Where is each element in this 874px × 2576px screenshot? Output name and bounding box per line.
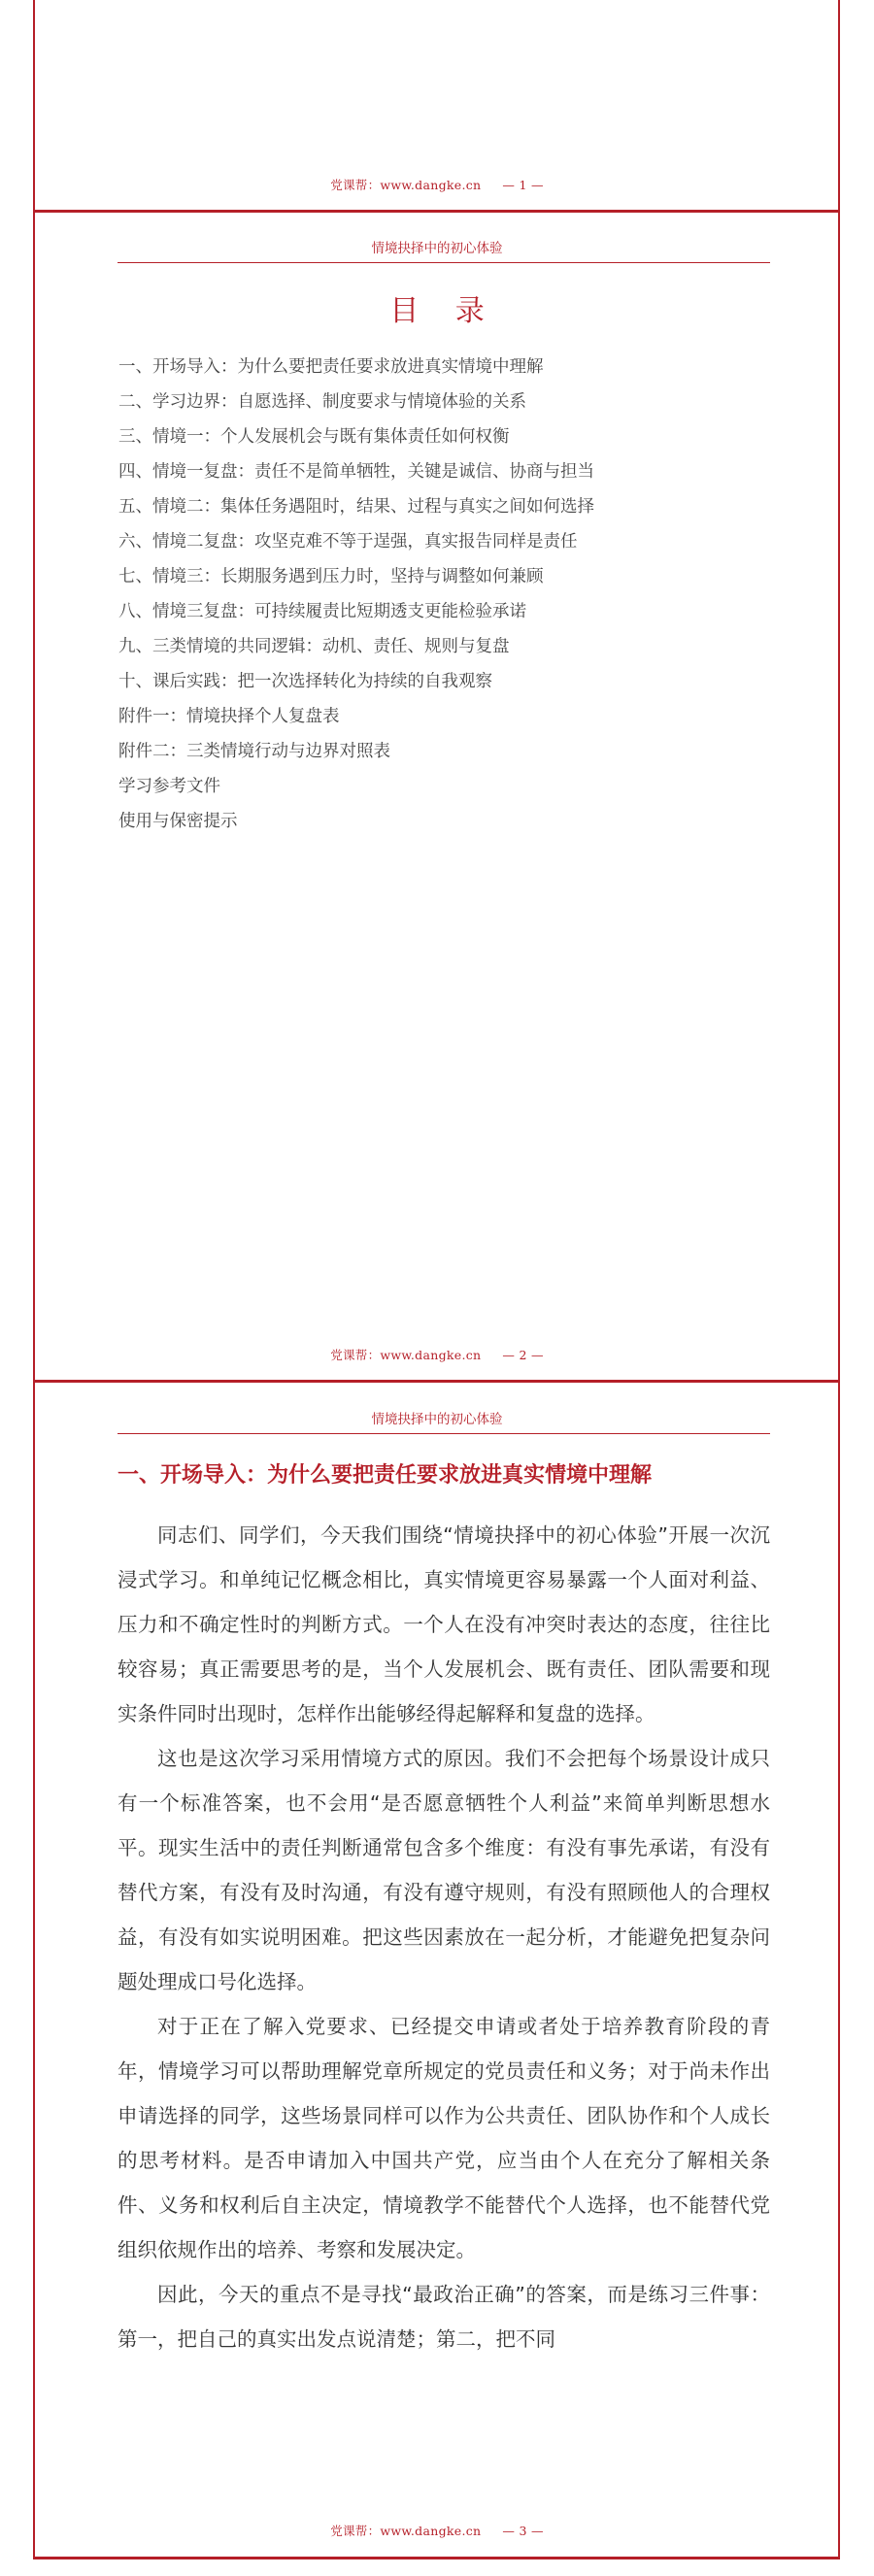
page-number: — 1 — xyxy=(502,178,544,192)
body-paragraph: 同志们、同学们，今天我们围绕“情境抉择中的初心体验”开展一次沉浸式学习。和单纯记忆概念相比，真实情境更容易暴露一个人面对利益、压力和不确定性时的判断方式。一个人在没有冲突时表达的态度，往往比较容易；真正需要思考的是，当个人发展机会、既有责任、团队需要和现实条件同时出现时，怎样作出能够经得起解释和复盘的选择。 xyxy=(118,1523,770,1725)
body-paragraph: 因此，今天的重点不是寻找“最政治正确”的答案，而是练习三件事：第一，把自己的真实出发点说清楚；第二，把不同 xyxy=(118,2283,770,2351)
footer-site: 党课帮：www.dangke.cn xyxy=(330,2524,482,2538)
toc-item[interactable]: 九、三类情境的共同逻辑：动机、责任、规则与复盘 xyxy=(118,637,510,656)
toc-list xyxy=(118,350,594,839)
running-header: 情境抉择中的初心体验 xyxy=(371,1412,503,1427)
toc-item[interactable]: 附件一：情境抉择个人复盘表 xyxy=(118,707,340,726)
toc-item[interactable]: 七、情境三：长期服务遇到压力时，坚持与调整如何兼顾 xyxy=(118,567,544,586)
toc-item[interactable]: 五、情境二：集体任务遇阻时，结果、过程与真实之间如何选择 xyxy=(118,497,594,517)
header-rule xyxy=(118,262,770,263)
toc-item[interactable]: 二、学习边界：自愿选择、制度要求与情境体验的关系 xyxy=(118,392,526,412)
page-number: — 3 — xyxy=(502,2524,544,2538)
page-footer xyxy=(0,176,874,193)
toc-item[interactable]: 十、课后实践：把一次选择转化为持续的自我观察 xyxy=(118,672,492,691)
page-footer xyxy=(0,1346,874,1363)
toc-item[interactable]: 八、情境三复盘：可持续履责比短期透支更能检验承诺 xyxy=(118,602,526,621)
footer-site: 党课帮：www.dangke.cn xyxy=(330,178,482,192)
toc-item[interactable]: 附件二：三类情境行动与边界对照表 xyxy=(118,742,390,761)
footer-site: 党课帮：www.dangke.cn xyxy=(330,1348,482,1362)
toc-title: 目 录 xyxy=(389,294,498,328)
page-number: — 2 — xyxy=(502,1348,544,1362)
section-heading: 一、开场导入：为什么要把责任要求放进真实情境中理解 xyxy=(118,1463,653,1488)
toc-item[interactable]: 学习参考文件 xyxy=(118,777,220,796)
section-body xyxy=(118,1513,770,2406)
toc-item[interactable]: 四、情境一复盘：责任不是简单牺牲，关键是诚信、协商与担当 xyxy=(118,462,594,482)
header-rule xyxy=(118,1433,770,1434)
page-footer xyxy=(0,2522,874,2539)
toc-item[interactable]: 使用与保密提示 xyxy=(118,812,238,831)
page-separator xyxy=(33,2557,840,2559)
toc-item[interactable]: 三、情境一：个人发展机会与既有集体责任如何权衡 xyxy=(118,427,510,447)
running-header: 情境抉择中的初心体验 xyxy=(371,241,503,256)
toc-item[interactable]: 一、开场导入：为什么要把责任要求放进真实情境中理解 xyxy=(118,357,544,377)
body-paragraph: 这也是这次学习采用情境方式的原因。我们不会把每个场景设计成只有一个标准答案，也不会用“是否愿意牺牲个人利益”来简单判断思想水平。现实生活中的责任判断通常包含多个维度：有没有事先承诺，有没有替代方案，有没有及时沟通，有没有遵守规则，有没有照顾他人的合理权益，有没有如实说明困难。把这些因素放在一起分析，才能避免把复杂问题处理成口号化选择。 xyxy=(118,1747,770,1993)
toc-item[interactable]: 六、情境二复盘：攻坚克难不等于逞强，真实报告同样是责任 xyxy=(118,532,578,552)
body-paragraph: 对于正在了解入党要求、已经提交申请或者处于培养教育阶段的青年，情境学习可以帮助理解党章所规定的党员责任和义务；对于尚未作出申请选择的同学，这些场景同样可以作为公共责任、团队协作和个人成长的思考材料。是否申请加入中国共产党，应当由个人在充分了解相关条件、义务和权利后自主决定，情境教学不能替代个人选择，也不能替代党组织依规作出的培养、考察和发展决定。 xyxy=(118,2015,770,2261)
